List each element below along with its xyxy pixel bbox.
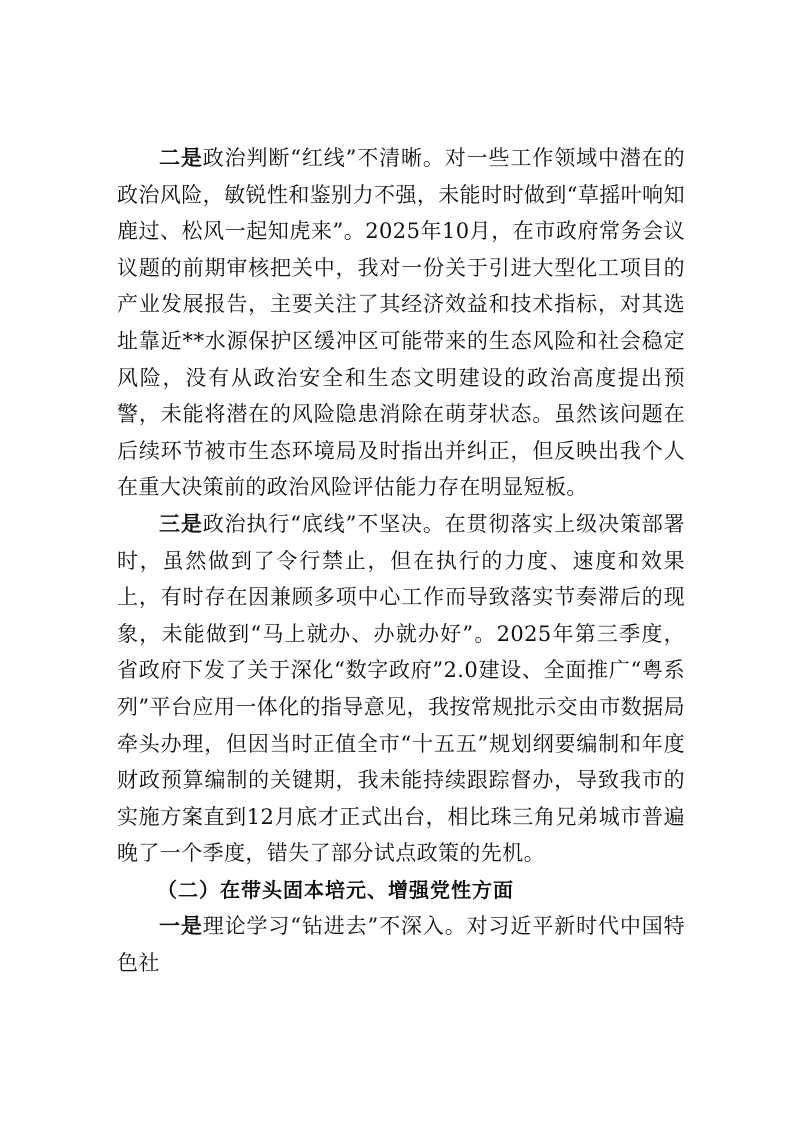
paragraph-text: 政治执行“底线”不坚决。在贯彻落实上级决策部署时，虽然做到了令行禁止，但在执行的力度、速度和效果上，有时存在因兼顾多项中心工作而导致落实节奏滞后的现象，未能做到“马上就办、办就办好”。2025年第三季度，省政府下发了关于深化“数字政府”2.0建设、全面推广“粤系列”平台应用一体化的指导意见，我按常规批示交由市数据局牵头办理，但因当时正值全市“十五五”规划纲要编制和年度财政预算编制的关键期，我未能持续跟踪督办，导致我市的实施方案直到12月底才正式出台，相比珠三角兄弟城市普遍晚了一个季度，错失了部分试点政策的先机。	[117, 511, 685, 866]
document-page	[117, 140, 685, 982]
paragraph-theory-study	[117, 908, 685, 981]
paragraph-political-execution	[117, 506, 685, 872]
paragraph-text: 理论学习“钻进去”不深入。对习近平新时代中国特色社	[117, 914, 685, 976]
section-heading: （二）在带头固本培元、增强党性方面	[157, 877, 514, 902]
paragraph-lead: 一是	[159, 913, 203, 939]
paragraph-political-judgment	[117, 140, 685, 506]
paragraph-lead: 二是	[159, 145, 203, 170]
paragraph-text: 政治判断“红线”不清晰。对一些工作领域中潜在的政治风险，敏锐性和鉴别力不强，未能时时做到“草摇叶响知鹿过、松风一起知虎来”。2025年10月，在市政府常务会议议题的前期审核把关中，我对一份关于引进大型化工项目的产业发展报告，主要关注了其经济效益和技术指标，对其选址靠近**水源保护区缓冲区可能带来的生态风险和社会稳定风险，没有从政治安全和生态文明建设的政治高度提出预警，未能将潜在的风险隐患消除在萌芽状态。虽然该问题在后续环节被市生态环境局及时指出并纠正，但反映出我个人在重大决策前的政治风险评估能力存在明显短板。	[117, 146, 685, 500]
paragraph-lead: 三是	[159, 510, 203, 536]
